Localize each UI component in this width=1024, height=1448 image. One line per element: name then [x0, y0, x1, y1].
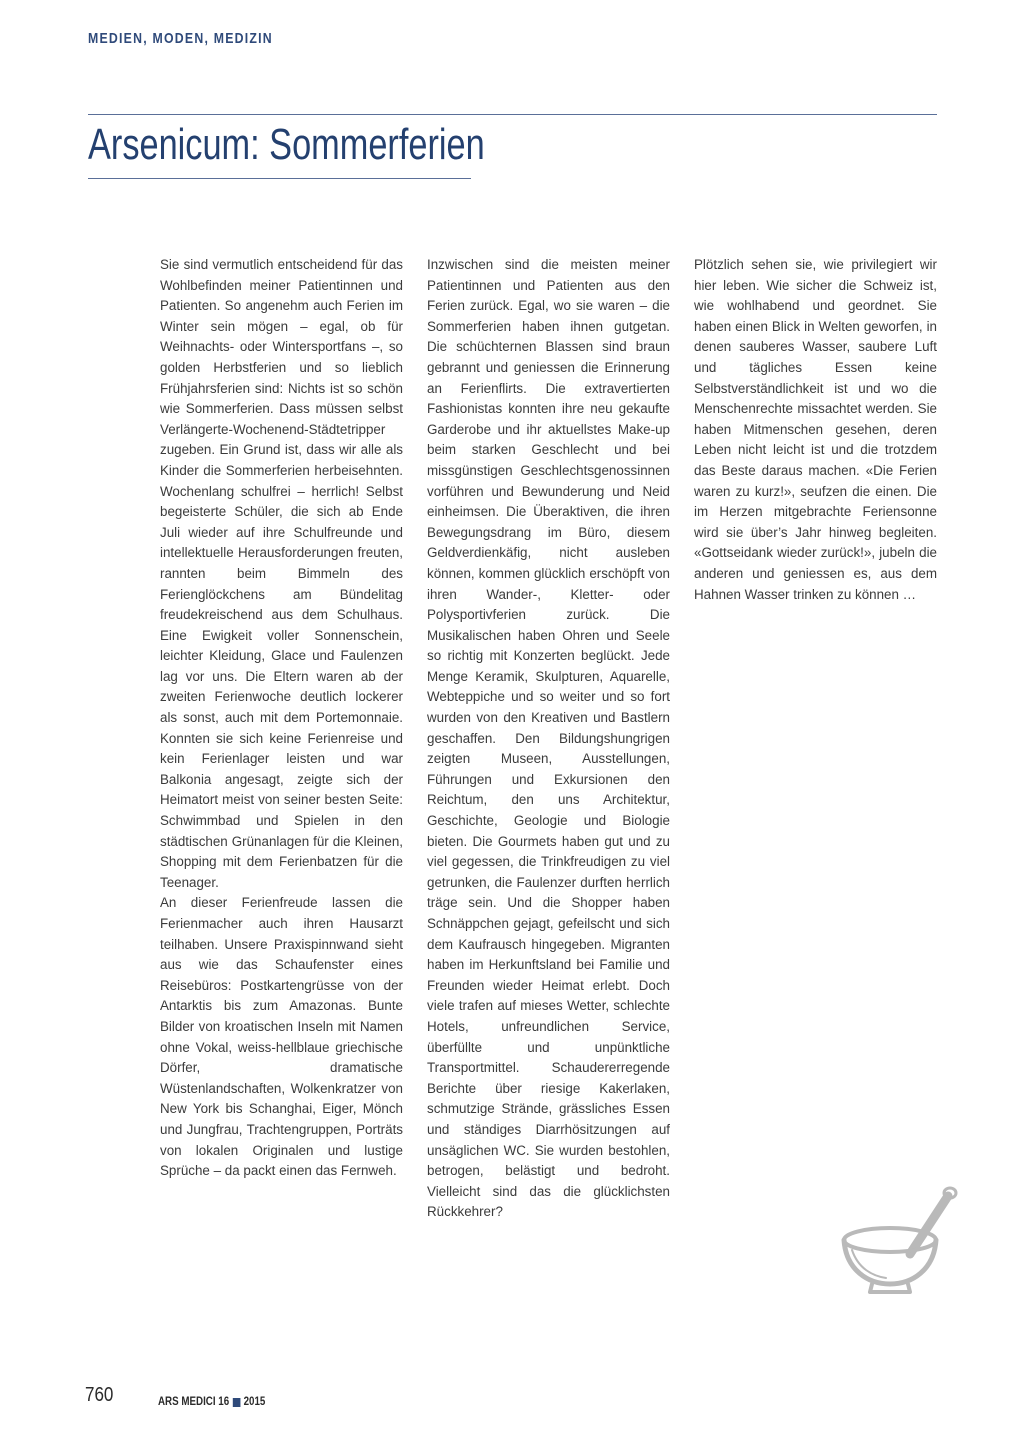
article-title: Arsenicum: Sommerferien: [88, 120, 485, 169]
page-number: 760: [85, 1384, 114, 1406]
text-column-1: [160, 255, 403, 1182]
title-underline: [88, 178, 471, 179]
text-column-2: [427, 255, 670, 1223]
section-label: MEDIEN, MODEN, MEDIZIN: [88, 30, 273, 47]
square-separator-icon: [233, 1398, 241, 1407]
journal-name: ARS MEDICI 16: [158, 1396, 230, 1408]
paragraph: Inzwischen sind die meisten meiner Patientinnen und Patienten aus den Ferien zurück. Egal, wo sie waren – die Sommerferien haben ihnen gutgetan. Die schüchternen Blassen sind braun gebrannt und geniessen die Erinnerung an Ferienflirts. Die extravertierten Fashionistas konnten ihre neu gekaufte Garderobe und ihr aktuellstes Make-up beim starken Geschlecht und bei missgünstigen Geschlechtsgenossinnen vorführen und Bewunderung und Neid einheimsen. Die Überaktiven, die ihren Bewegungsdrang im Büro, diesem Geldverdienkäfig, nicht ausleben können, kommen glücklich erschöpft von ihren Wander-, Kletter- oder Polysportivferien zurück. Die Musikalischen haben Ohren und Seele so richtig mit Konzerten beglückt. Jede Menge Keramik, Skulpturen, Aquarelle, Webteppiche und so weiter und so fort wurden von den Kreativen und Bastlern geschaffen. Den Bildungshungrigen zeigten Museen, Ausstellungen, Führungen und Exkursionen den Reichtum, den uns Architektur, Geschichte, Geologie und Biologie bieten. Die Gourmets haben gut und zu viel gegessen, die Trinkfreudigen zu viel getrunken, die Faulenzer durften herrlich träge sein. Und die Shopper haben Schnäppchen gejagt, gefeilscht und sich dem Kaufrausch hingegeben. Migranten haben im Herkunftsland bei Familie und Freunden wieder Heimat erlebt. Doch viele trafen auf mieses Wetter, schlechte Hotels, unfreundlichen Service, überfüllte und unpünktliche Transportmittel. Schaudererregende Berichte über riesige Kakerlaken, schmutzige Strände, grässliches Essen und ständiges Diarrhösitzungen auf unsäglichen WC. Sie wurden bestohlen, betrogen, belästigt und bedroht. Vielleicht sind das die glücklichsten Rückkehrer?: [427, 257, 670, 1220]
text-column-3: [694, 255, 937, 605]
journal-year: 2015: [243, 1396, 266, 1408]
journal-footer: [158, 1396, 265, 1408]
paragraph: An dieser Ferienfreude lassen die Ferienmacher auch ihren Hausarzt teilhaben. Unsere Praxispinnwand sieht aus wie das Schaufenster eines Reisebüros: Postkartengrüsse von der Antarktis bis zum Amazonas. Bunte Bilder von kroatischen Inseln mit Namen ohne Vokal, weiss-hellblaue griechische Dörfer, dramatische Wüstenlandschaften, Wolkenkratzer von New York bis Schanghai, Eiger, Mönch und Jungfrau, Trachtengruppen, Porträts von lokalen Originalen und lustige Sprüche – da packt einen das Fernweh.: [160, 895, 403, 1179]
paragraph: Plötzlich sehen sie, wie privilegiert wir hier leben. Wie sicher die Schweiz ist, wie wohlhabend und geordnet. Sie haben einen Blick in Welten geworfen, in denen sauberes Wasser, saubere Luft und tägliches Essen keine Selbstverständlichkeit ist und wo die Menschenrechte missachtet werden. Sie haben Mitmenschen gesehen, deren Leben nicht leicht ist und die trotzdem das Beste daraus machen. «Die Ferien waren zu kurz!», seufzen die einen. Die im Herzen mitgebrachte Feriensonne wird sie über’s Jahr hinweg begleiten. «Gottseidank wieder zurück!», jubeln die anderen und geniessen es, aus dem Hahnen Wasser trinken zu können …: [694, 257, 937, 602]
paragraph: Sie sind vermutlich entscheidend für das Wohlbefinden meiner Patientinnen und Patienten. So angenehm auch Ferien im Winter sein mögen – egal, ob für Weihnachts- oder Wintersportfans –, so golden Herbstferien und so lieblich Frühjahrsferien sind: Nichts ist so schön wie Sommerferien. Dass müssen selbst Verlängerte-Wochenend-Städtetripper zugeben. Ein Grund ist, dass wir alle als Kinder die Sommerferien herbeisehnten. Wochenlang schulfrei – herrlich! Selbst begeisterte Schüler, die sich ab Ende Juli wieder auf ihre Schulfreunde und intellektuelle Herausforderungen freuten, rannten beim Bimmeln des Ferienglöckchens am Bündelitag freudekreischend aus dem Schulhaus. Eine Ewigkeit voller Sonnenschein, leichter Kleidung, Glace und Faulenzen lag vor uns. Die Eltern waren ab der zweiten Ferienwoche deutlich lockerer als sonst, auch mit dem Portemonnaie. Konnten sie sich keine Ferienreise und kein Ferienlager leisten und war Balkonia angesagt, zeigte sich der Heimatort meist von seiner besten Seite: Schwimmbad und Spielen in den städtischen Grünanlagen für die Kleinen, Shopping mit dem Ferienbatzen für die Teenager.: [160, 257, 403, 890]
mortar-and-pestle-icon: [832, 1184, 962, 1299]
top-rule: [88, 114, 937, 115]
